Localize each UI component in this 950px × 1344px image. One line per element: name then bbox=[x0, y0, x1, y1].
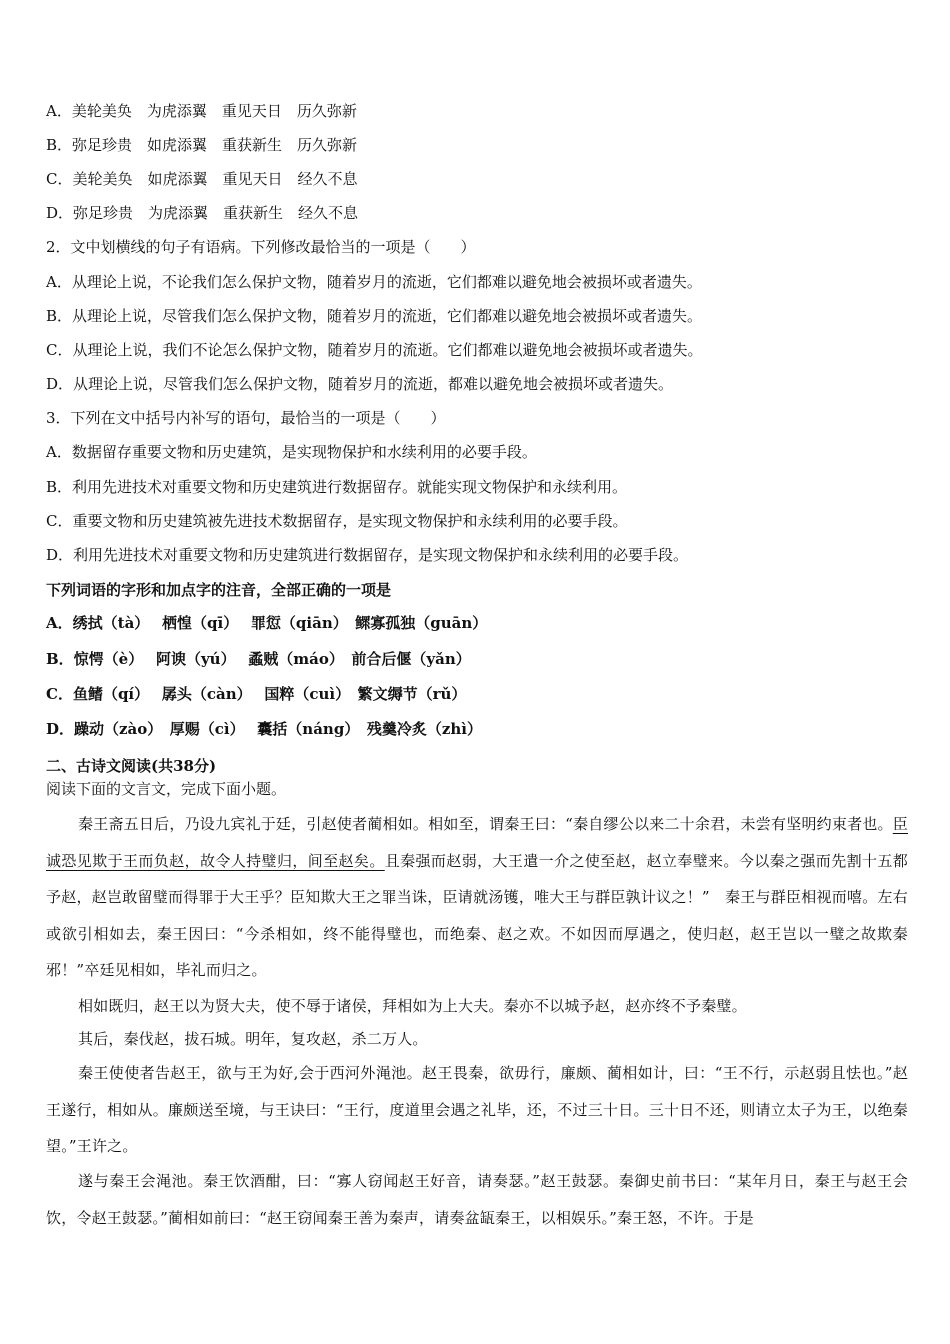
passage-paragraph-3: 其后，秦伐赵，拔石城。明年，复攻赵，杀二万人。 bbox=[78, 1030, 428, 1048]
q3-option-c: C．重要文物和历史建筑被先进技术数据留存，是实现文物保护和永续利用的必要手段。 bbox=[46, 512, 628, 530]
q2-option-b: B．从理论上说，尽管我们怎么保护文物，随着岁月的流逝，它们都难以避免地会被损坏或者遗失。 bbox=[46, 307, 703, 325]
q3-option-b: B．利用先进技术对重要文物和历史建筑进行数据留存。就能实现文物保护和永续利用。 bbox=[46, 478, 628, 496]
passage-paragraph-4: 秦王使使者告赵王，欲与王为好,会于西河外渑池。赵王畏秦，欲毋行，廉颇、蔺相如计，曰：“王不行，示赵弱且怯也。”赵王遂行，相如从。廉颇送至境，与王诀曰：“王行，度道里会遇之礼毕，还，不过三十日。三十日不还，则请立太子为王，以绝秦望。”王许之。 bbox=[46, 1064, 908, 1155]
q2-option-c: C．从理论上说，我们不论怎么保护文物，随着岁月的流逝。它们都难以避免地会被损坏或者遗失。 bbox=[46, 341, 703, 359]
q3-option-a: A．数据留存重要文物和历史建筑，是实现物保护和水续利用的必要手段。 bbox=[46, 443, 537, 461]
passage-paragraph-5: 遂与秦王会渑池。秦王饮酒酣，曰：“寡人窃闻赵王好音，请奏瑟。”赵王鼓瑟。秦御史前书曰：“某年月日，秦王与赵王会饮，令赵王鼓瑟。”蔺相如前曰：“赵王窃闻秦王善为秦声，请奏盆缻秦王，以相娱乐。”秦王怒，不许。于是 bbox=[46, 1172, 908, 1227]
q1-option-d: D．弥足珍贵 为虎添翼 重获新生 经久不息 bbox=[46, 204, 359, 222]
q4-option-c: C．鱼鳍（qí） 孱头（càn） 国粹（cuì） 繁文缛节（rǔ） bbox=[46, 685, 467, 703]
q2-option-a: A．从理论上说，不论我们怎么保护文物，随着岁月的流逝，它们都难以避免地会被损坏或者遗失。 bbox=[46, 273, 702, 291]
q4-option-a: A．绣拭（tà） 栖惶（qī） 罪愆（qiān） 鳏寡孤独（guān） bbox=[46, 614, 488, 632]
q3-stem: 3．下列在文中括号内补写的语句，最恰当的一项是（ ） bbox=[46, 409, 446, 427]
q4-stem: 下列词语的字形和加点字的注音，全部正确的一项是 bbox=[46, 581, 392, 599]
passage-p1-rest: 且秦强而赵弱，大王遣一介之使至赵，赵立奉璧来。今以秦之强而先割十五都予赵，赵岂敢留璧而得罪于大王乎？臣知欺大王之罪当诛，臣请就汤镬，唯大王与群臣孰计议之！” 秦王与群臣相视而嘻。左右或欲引相如去，秦王因曰：“今杀相如，终不能得璧也，而绝秦、赵之欢。不如因而厚遇之，使归赵，赵王岂以一璧之故欺秦邪！”卒廷见相如，毕礼而归之。 bbox=[46, 851, 908, 979]
q3-option-d: D．利用先进技术对重要文物和历史建筑进行数据留存，是实现文物保护和永续利用的必要手段。 bbox=[46, 546, 689, 564]
passage-paragraph-2: 相如既归，赵王以为贤大夫，使不辱于诸侯，拜相如为上大夫。秦亦不以城予赵，赵亦终不予秦璧。 bbox=[78, 997, 747, 1015]
q1-option-a: A．美轮美奂 为虎添翼 重见天日 历久弥新 bbox=[46, 102, 357, 120]
section-title: 二、古诗文阅读(共38分) bbox=[46, 757, 217, 775]
q1-option-c: C．美轮美奂 如虎添翼 重见天日 经久不息 bbox=[46, 170, 358, 188]
q4-option-b: B．惊愕（è） 阿谀（yú） 蟊贼（máo） 前合后偃（yǎn） bbox=[46, 650, 471, 668]
q2-stem: 2．文中划横线的句子有语病。下列修改最恰当的一项是（ ） bbox=[46, 238, 476, 256]
underlined-sentence: 臣诚恐见欺于王而负赵，故令人持璧归，间至赵矣。 bbox=[46, 815, 908, 870]
passage-p1-start: 秦王斋五日后，乃设九宾礼于廷，引赵使者蔺相如。相如至，谓秦王曰：“秦自缪公以来二十余君，未尝有坚明约束者也。 bbox=[78, 815, 893, 833]
q2-option-d: D．从理论上说，尽管我们怎么保护文物，随着岁月的流逝，都难以避免地会被损坏或者遗失。 bbox=[46, 375, 674, 393]
passage-paragraph-1 bbox=[46, 806, 908, 989]
q1-option-b: B．弥足珍贵 如虎添翼 重获新生 历久弥新 bbox=[46, 136, 358, 154]
q4-option-d: D．躁动（zào） 厚赐（cì） 囊括（náng） 残羹冷炙（zhì） bbox=[46, 720, 482, 738]
reading-instruction: 阅读下面的文言文，完成下面小题。 bbox=[46, 780, 287, 798]
